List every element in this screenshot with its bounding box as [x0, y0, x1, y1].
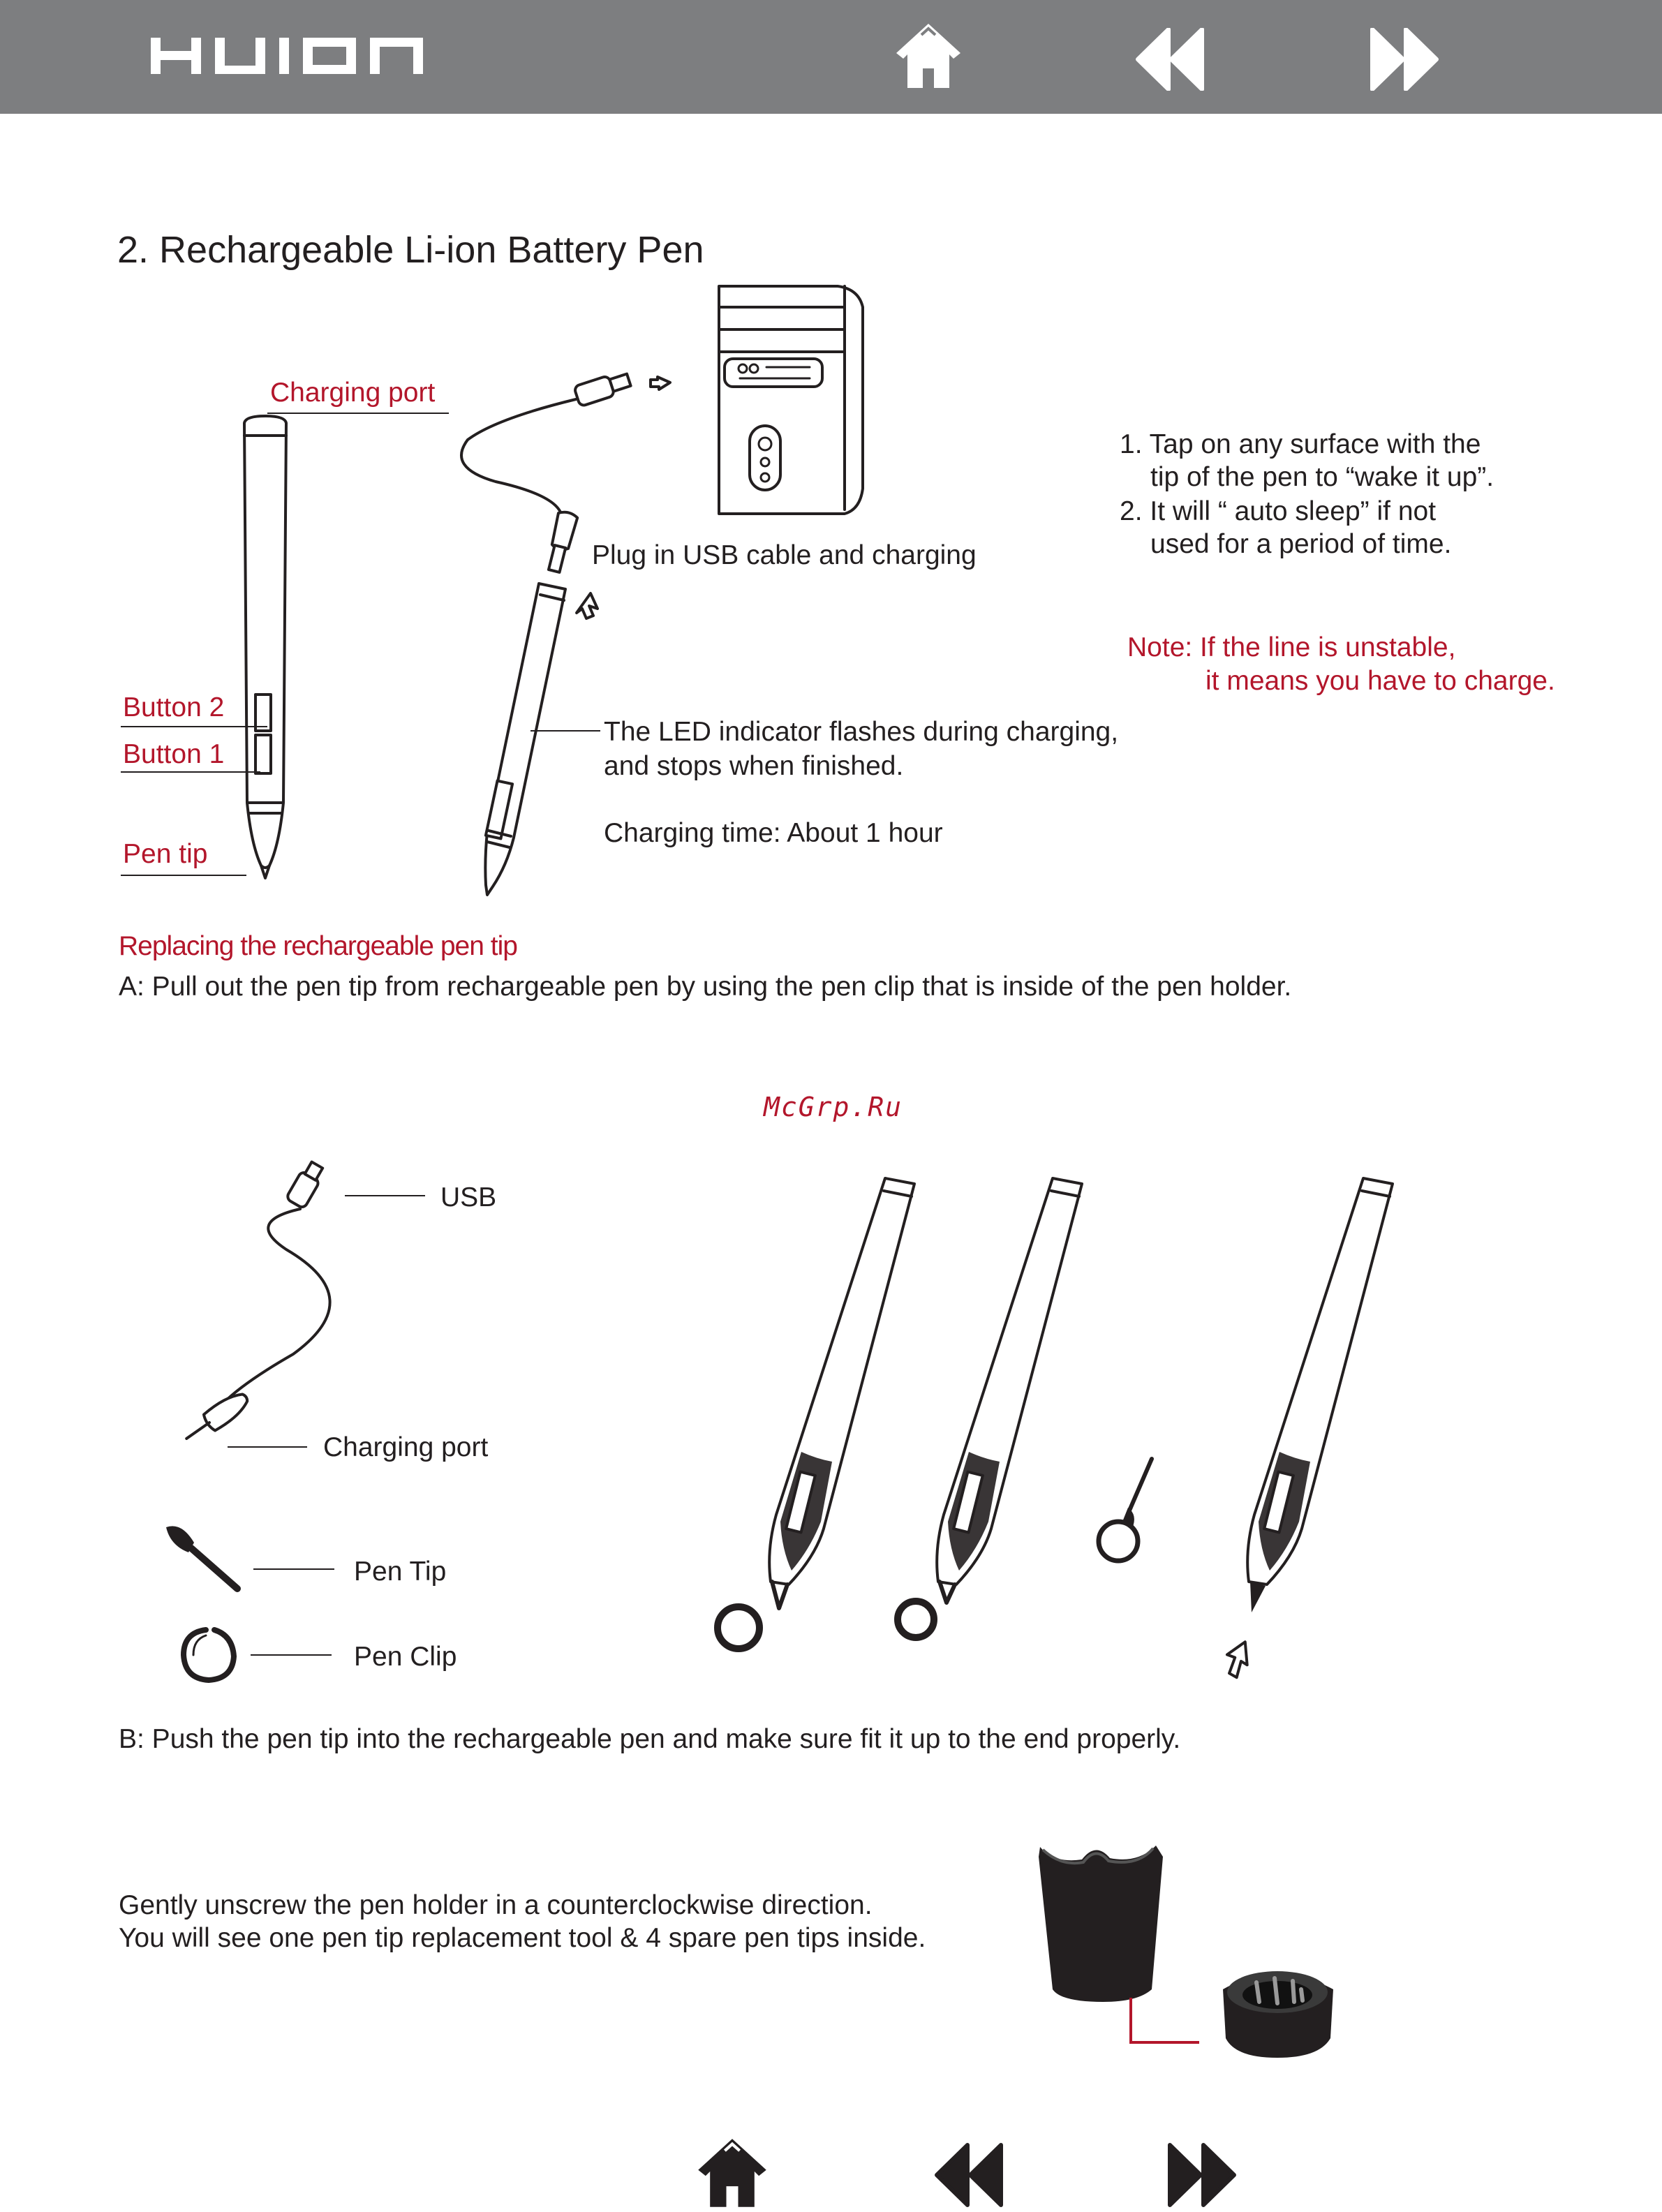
next-page-icon[interactable] [1370, 28, 1439, 91]
leader-line [121, 726, 267, 727]
pen-holder-base-illustration [1215, 1961, 1340, 2059]
watermark: McGrp.Ru [764, 1092, 903, 1122]
charging-pen-illustration [461, 572, 628, 900]
holder-line2: You will see one pen tip replacement tool & 4 spare pen tips inside. [119, 1923, 926, 1953]
leader-line [345, 1195, 425, 1196]
label-charging-port: Charging port [270, 378, 436, 408]
leader-line [267, 413, 449, 414]
previous-page-icon[interactable] [1135, 28, 1205, 91]
usb-cable-parts-illustration [154, 1159, 405, 1466]
pen-tip-part-icon [161, 1522, 244, 1598]
pen-clip-part-icon [178, 1623, 241, 1686]
led-text-line2: and stops when finished. [604, 751, 904, 781]
next-page-icon[interactable] [1167, 2142, 1237, 2209]
huion-logo [151, 28, 444, 84]
leader-line [228, 1446, 307, 1448]
tip-1-line1: 1. Tap on any surface with the [1120, 429, 1481, 459]
pen-tip-removal-illustration [698, 1159, 1431, 1696]
previous-page-icon[interactable] [934, 2142, 1004, 2209]
part-usb: USB [440, 1182, 497, 1212]
holder-line1: Gently unscrew the pen holder in a counterclockwise direction. [119, 1890, 873, 1920]
replace-heading: Replacing the rechargeable pen tip [119, 931, 517, 961]
tip-2-line1: 2. It will “ auto sleep” if not [1120, 496, 1437, 526]
computer-tower-icon [705, 279, 880, 524]
led-text-line1: The LED indicator flashes during charging, [604, 717, 1119, 747]
note-line1: Note: If the line is unstable, [1127, 632, 1456, 662]
pen-diagram [230, 412, 300, 886]
home-icon[interactable] [893, 21, 963, 91]
label-pen-tip: Pen tip [123, 839, 208, 869]
connector-line [1129, 1998, 1132, 2044]
home-icon[interactable] [695, 2136, 770, 2210]
step-a-text: A: Pull out the pen tip from rechargeable pen by using the pen clip that is inside of the pen holder. [119, 972, 1292, 1002]
leader-line [121, 771, 260, 773]
label-button-2: Button 2 [123, 692, 225, 722]
note-line2: it means you have to charge. [1205, 666, 1555, 696]
plug-caption: Plug in USB cable and charging [592, 540, 977, 570]
charging-time: Charging time: About 1 hour [604, 818, 943, 848]
leader-line [121, 875, 246, 876]
part-charging-port: Charging port [323, 1432, 489, 1462]
part-pen-tip: Pen Tip [354, 1557, 447, 1587]
connector-line [1129, 2041, 1199, 2044]
step-b-text: B: Push the pen tip into the rechargeable pen and make sure fit it up to the end properly. [119, 1724, 1181, 1754]
pen-holder-cup-illustration [1033, 1836, 1173, 2003]
label-button-1: Button 1 [123, 739, 225, 769]
tip-1-line2: tip of the pen to “wake it up”. [1150, 462, 1494, 492]
leader-line [530, 730, 600, 732]
leader-line [253, 1568, 334, 1570]
section-title: 2. Rechargeable Li-ion Battery Pen [117, 229, 704, 271]
part-pen-clip: Pen Clip [354, 1642, 457, 1672]
leader-line [251, 1654, 332, 1656]
tip-2-line2: used for a period of time. [1150, 529, 1452, 559]
